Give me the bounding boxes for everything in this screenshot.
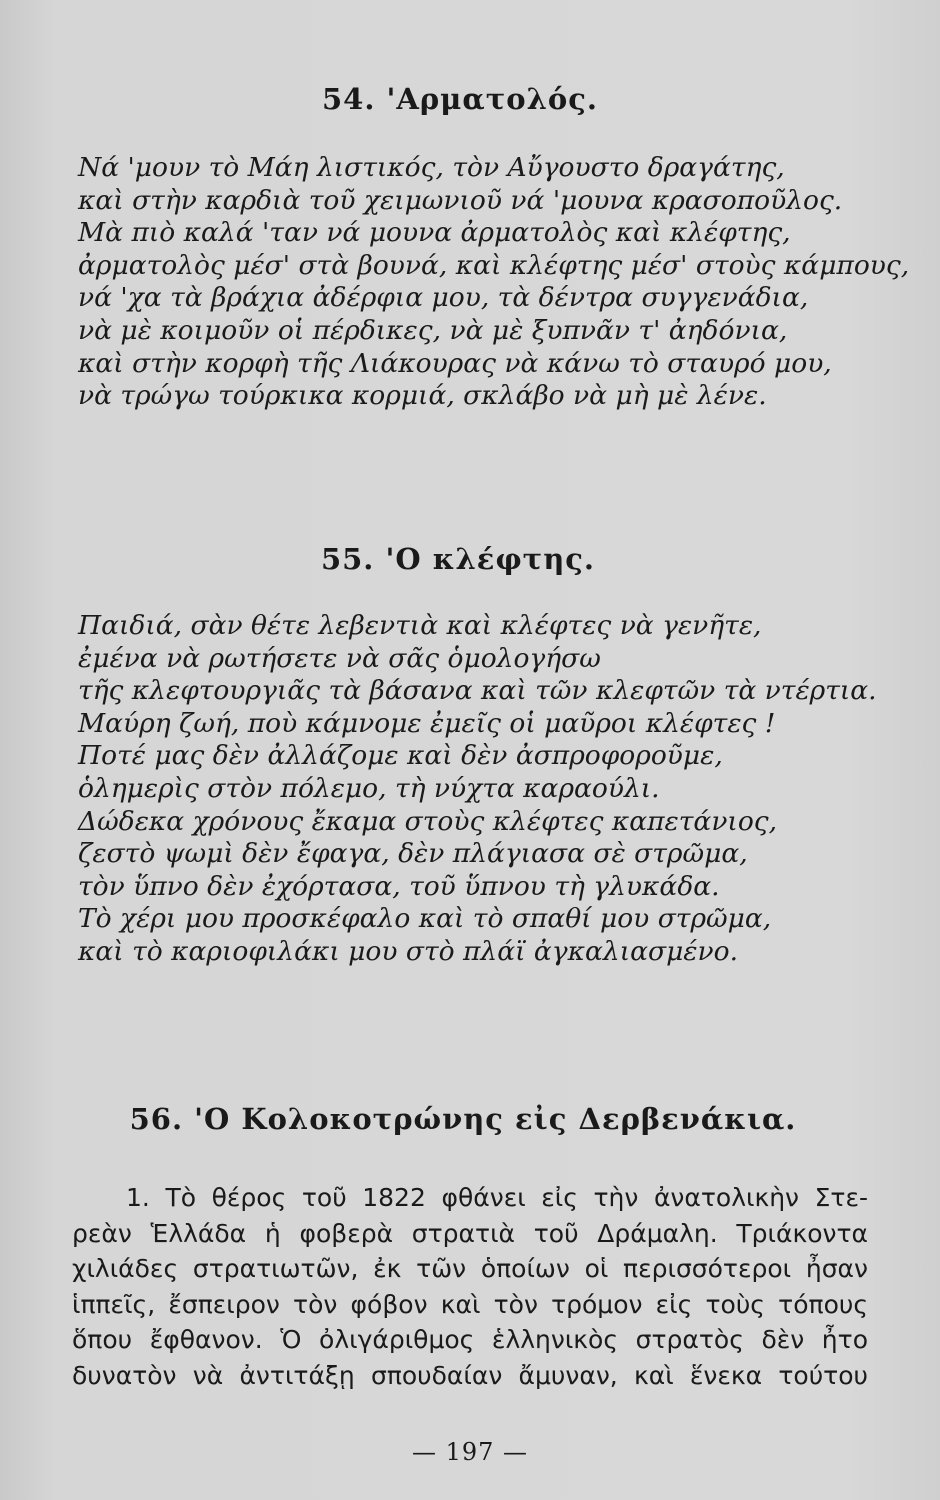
section-56-title: 56. 'Ο Κολοκοτρώνης εἰς Δερβενάκια. (129, 1102, 797, 1136)
verse-line: Παιδιά, σὰν θέτε λεβεντιὰ καὶ κλέφτες νὰ γενῆτε, (78, 610, 762, 641)
verse-line: καὶ στὴν κορφὴ τῆς Λιάκουρας νὰ κάνω τὸ σταυρό μου, (78, 347, 832, 379)
verse-line: Μὰ πιὸ καλά 'ταν νά μουνα ἀρματολὸς καὶ κλέφτης, (78, 217, 791, 249)
prose-line: ἱππεῖς, ἔσπειρον τὸν φόβον καὶ τὸν τρόμον εἰς τοὺς τόπους (72, 1289, 868, 1319)
verse-line: καὶ στὴν καρδιὰ τοῦ χειμωνιοῦ νά 'μουνα κρασοποῦλος. (78, 184, 843, 216)
section-55-title: 55. 'Ο κλέφτης. (320, 542, 596, 576)
verse-line: Δώδεκα χρόνους ἔκαμα στοὺς κλέφτες καπετάνιος, (78, 805, 778, 837)
verse-line: νὰ μὲ κοιμοῦν οἱ πέρδικες, νὰ μὲ ξυπνᾶν τ' ἀηδόνια, (78, 314, 788, 346)
prose-line: 1. Τὸ θέρος τοῦ 1822 φθάνει εἰς τὴν ἀνατολικὴν Στε- (126, 1183, 868, 1212)
verse-line: τὸν ὕπνο δὲν ἐχόρτασα, τοῦ ὕπνου τὴ γλυκάδα. (78, 870, 720, 902)
verse-line: Μαύρη ζωή, ποὺ κάμνομε ἐμεῖς οἱ μαῦροι κλέφτες ! (78, 707, 776, 739)
verse-line: ὁλημερὶς στὸν πόλεμο, τὴ νύχτα καραούλι. (78, 772, 660, 804)
verse-line: Τὸ χέρι μου προσκέφαλο καὶ τὸ σπαθί μου στρῶμα, (78, 903, 772, 935)
poem-armatolos (78, 152, 910, 413)
verse-line: καὶ τὸ καριοφιλάκι μου στὸ πλάϊ ἀγκαλιασμένο. (78, 935, 739, 967)
prose-line: δυνατὸν νὰ ἀντιτάξῃ σπουδαίαν ἄμυναν, καὶ ἕνεκα τούτου (72, 1360, 868, 1390)
prose-kolokotronis (72, 1180, 868, 1393)
verse-line: ἐμένα νὰ ρωτήσετε νὰ σᾶς ὁμολογήσω (78, 642, 601, 674)
verse-line: Νά 'μουν τὸ Μάη λιστικός, τὸν Αὔγουστο δραγάτης, (78, 152, 785, 183)
verse-line: ἀρματολὸς μέσ' στὰ βουνά, καὶ κλέφτης μέσ' στοὺς κάμπους, (78, 249, 910, 281)
section-54-title: 54. 'Αρματολός. (321, 82, 599, 116)
verse-line: τῆς κλεφτουργιᾶς τὰ βάσανα καὶ τῶν κλεφτῶν τὰ ντέρτια. (78, 675, 877, 707)
verse-line: νά 'χα τὰ βράχια ἀδέρφια μου, τὰ δέντρα συγγενάδια, (78, 282, 809, 314)
verse-line: ζεστὸ ψωμὶ δὲν ἔφαγα, δὲν πλάγιασα σὲ στρῶμα, (78, 838, 748, 870)
verse-line: Ποτέ μας δὲν ἀλλάζομε καὶ δὲν ἀσπροφοροῦμε, (78, 740, 723, 772)
poem-kleftis (78, 610, 878, 969)
verse-line: νὰ τρώγω τούρκικα κορμιά, σκλάβο νὰ μὴ μὲ λένε. (78, 380, 767, 412)
prose-line: χιλιάδες στρατιωτῶν, ἐκ τῶν ὁποίων οἱ περισσότεροι ἦσαν (72, 1254, 868, 1283)
prose-line: ὅπου ἔφθανον. Ὁ ὀλιγάριθμος ἑλληνικὸς στρατὸς δὲν ἦτο (72, 1325, 868, 1354)
prose-line: ρεὰν Ἑλλάδα ἡ φοβερὰ στρατιὰ τοῦ Δράμαλη. Τριάκοντα (72, 1218, 868, 1248)
page-number: — 197 — (411, 1438, 529, 1466)
